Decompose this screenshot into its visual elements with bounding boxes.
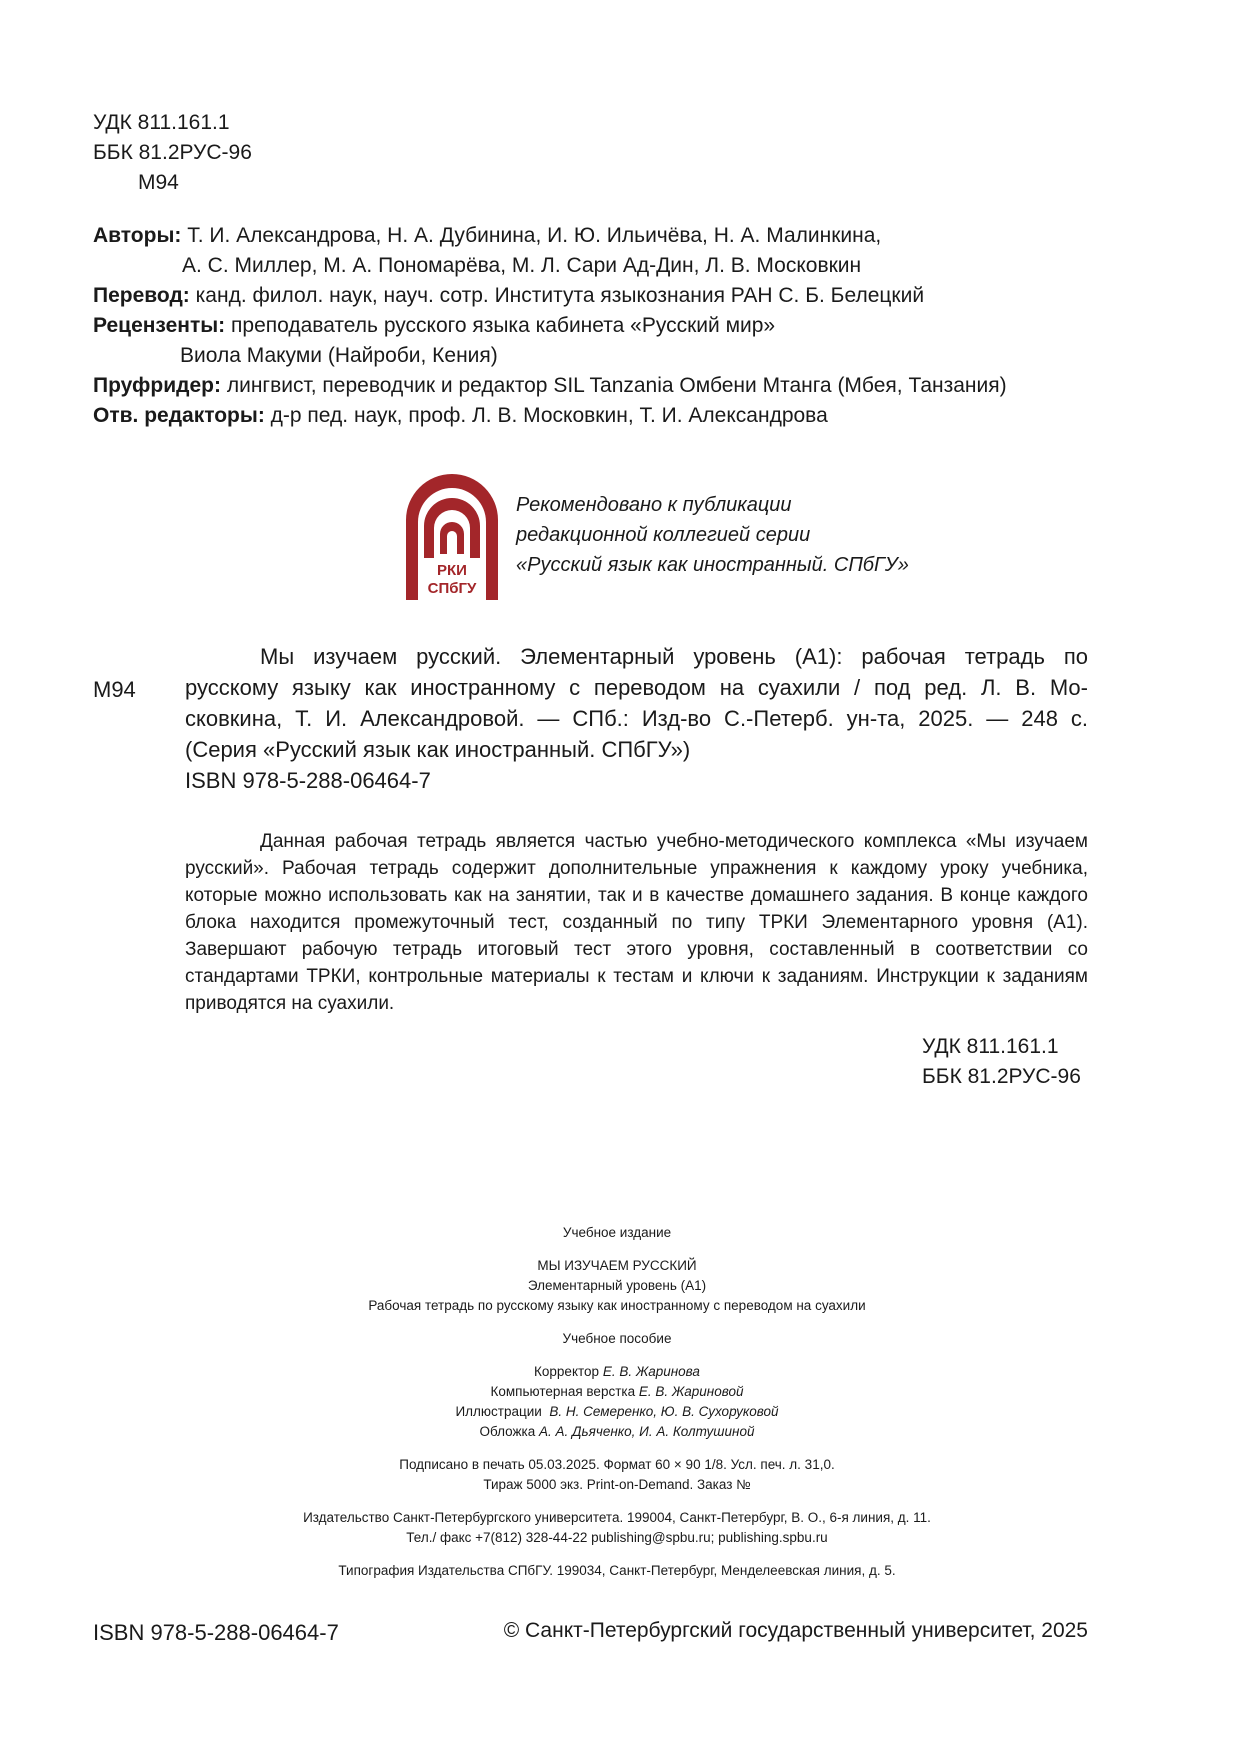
biblio-line-3: сковкина, Т. И. Александровой. — СПб.: Изд-во С.-Петерб. ун-та, 2025. — 248 с. [185,706,1088,731]
imprint-level: Элементарный уровень (А1) [527,1278,707,1293]
recommendation-line-3: «Русский язык как иностранный. СПбГУ» [516,554,909,576]
editors-text: д-р пед. наук, проф. Л. В. Московкин, Т. И. Александрова [270,404,828,427]
logo-text-rki: РКИ [437,562,467,579]
translation-text: канд. филол. наук, науч. сотр. Института языкознания РАН С. Б. Белецкий [195,284,925,307]
biblio-code: М94 [93,677,136,702]
illustrations-name: В. Н. Семеренко, Ю. В. Сухоруковой [549,1404,779,1419]
biblio-record [185,641,1088,796]
proofreader-label: Пруфридер: [93,374,221,397]
authors-line-2: А. С. Миллер, М. А. Пономарёва, М. Л. Сари Ад-Дин, Л. В. Московкин [182,254,862,277]
editors-label: Отв. редакторы: [93,404,265,427]
reviewers-label: Рецензенты: [93,314,226,337]
arch-logo-icon [404,472,500,605]
rki-spbgu-logo [404,472,500,605]
recommendation-line-1: Рекомендовано к публикации [516,494,792,516]
authors-row [93,221,1007,251]
imprint-subtitle: Рабочая тетрадь по русскому языку как иностранному с переводом на суахили [368,1298,866,1313]
udk-code-right: УДК 811.161.1 [922,1035,1059,1058]
publisher-line-2: Тел./ факс +7(812) 328-44-22 publishing@spbu.ru; publishing.spbu.ru [406,1530,828,1545]
author-sign: М94 [138,171,179,194]
imprint-title: МЫ ИЗУЧАЕМ РУССКИЙ [537,1258,697,1273]
publisher-line-1: Издательство Санкт-Петербургского университета. 199004, Санкт-Петербург, В. О., 6-я линия, д. 11. [303,1510,931,1525]
editors-row [93,401,1007,431]
biblio-line-2: русскому языку как иностранному с переводом на суахили / под ред. Л. В. Мо- [185,675,1088,700]
footer-copyright: © Санкт-Петербургский государственный университет, 2025 [503,1619,1088,1642]
corrector-row: Корректор Е. В. Жаринова [534,1364,700,1379]
footer-isbn: ISBN 978-5-288-06464-7 [93,1620,339,1645]
credits-block [93,221,1007,431]
proofreader-text: лингвист, переводчик и редактор SIL Tanzania Омбени Мтанга (Мбея, Танзания) [226,374,1007,397]
translation-row [93,281,1007,311]
authors-label: Авторы: [93,224,182,247]
udk-block-top [93,108,252,198]
imprint-block [0,1223,1234,1581]
biblio-line-4: (Серия «Русский язык как иностранный. СПбГУ») [185,737,691,762]
bbk-code-right: ББК 81.2РУС-96 [922,1065,1081,1088]
biblio-line-1: Мы изучаем русский. Элементарный уровень (А1): рабочая тетрадь по [260,644,1088,669]
cover-row: Обложка А. А. Дьяченко, И. А. Колтушиной [479,1424,755,1439]
edition-type: Учебное издание [562,1225,672,1240]
abstract [185,828,1088,1017]
illustrations-row: Иллюстрации В. Н. Семеренко, Ю. В. Сухоруковой [455,1404,779,1419]
recommendation-note [516,490,909,580]
reviewers-line-1: преподаватель русского языка кабинета «Русский мир» [231,314,776,337]
proofreader-row [93,371,1007,401]
layout-row: Компьютерная верстка Е. В. Жариновой [490,1384,744,1399]
biblio-isbn: ISBN 978-5-288-06464-7 [185,768,431,793]
udk-code: УДК 811.161.1 [93,111,230,134]
recommendation-line-2: редакционной коллегией серии [516,524,811,546]
reviewers-row-2 [93,341,1007,371]
print-line-1: Подписано в печать 05.03.2025. Формат 60 × 90 1/8. Усл. печ. л. 31,0. [399,1457,835,1472]
reviewers-line-2: Виола Макуми (Найроби, Кения) [180,344,498,367]
udk-block-right [922,1032,1081,1092]
imprint-manual: Учебное пособие [562,1331,672,1346]
authors-row-2 [93,251,1007,281]
abstract-text: Данная рабочая тетрадь является частью учебно-методического комплекса «Мы изучаем русский». Рабочая тетрадь содержит дополнительные упражнения к каждому уроку учебника, которые можно использовать как на занятии, так и в качестве домашнего задания. В конце каждого блока находится промежуточный тест, созданный по типу ТРКИ Элементарного уровня (А1). Завершают рабочую тетрадь итоговый тест этого уровня, составленный в соответствии со стандартами ТРКИ, контрольные материалы к тестам и ключи к заданиям. Инструкции к заданиям приводятся на суахили. [185,831,1088,1014]
typography-line: Типография Издательства СПбГУ. 199034, Санкт-Петербург, Менделеевская линия, д. 5. [338,1563,896,1578]
bbk-code: ББК 81.2РУС-96 [93,141,252,164]
authors-line-1: Т. И. Александрова, Н. А. Дубинина, И. Ю. Ильичёва, Н. А. Малинкина, [187,224,882,247]
print-line-2: Тираж 5000 экз. Print-on-Demand. Заказ № [483,1477,751,1492]
reviewers-row [93,311,1007,341]
corrector-name: Е. В. Жаринова [602,1364,700,1379]
translation-label: Перевод: [93,284,190,307]
cover-name: А. А. Дьяченко, И. А. Колтушиной [539,1424,755,1439]
layout-name: Е. В. Жариновой [638,1384,744,1399]
logo-text-spbgu: СПбГУ [427,580,477,597]
